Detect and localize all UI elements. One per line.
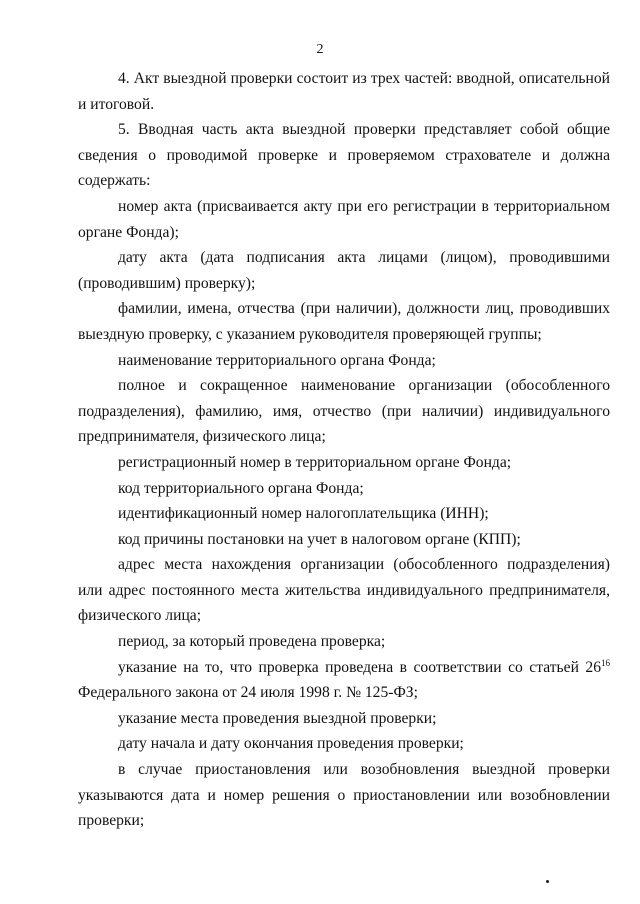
legal-basis-text: указание на то, что проверка проведена в соответствии со статьей 26 — [118, 658, 601, 676]
item-inspection-place: указание места проведения выездной проверки; — [118, 709, 437, 727]
item-suspension: в случае приостановления или возобновления выездной проверки указываются дата и номер решения о приостановлении или возобновлении проверки; — [78, 761, 610, 830]
item-fund-body-name: наименование территориального органа Фонда; — [118, 351, 436, 369]
item-act-date: дату акта (дата подписания акта лицами (лицом), проводившими (проводившим) проверку); — [78, 249, 610, 292]
item-kpp: код причины постановки на учет в налоговом органе (КПП); — [118, 530, 521, 548]
legal-basis-law: Федерального закона от 24 июля 1998 г. № 125-ФЗ; — [78, 684, 418, 702]
item-inspection-dates: дату начала и дату окончания проведения проверки; — [118, 735, 464, 753]
scan-speck — [546, 880, 549, 883]
paragraph-intro-part: 5. Вводная часть акта выездной проверки представляет собой общие сведения о проводимой проверке и проверяемом страхователе и должна содержать: — [78, 121, 610, 190]
page-number: 2 — [316, 42, 324, 57]
item-registration-number: регистрационный номер в территориальном органе Фонда; — [118, 453, 512, 471]
item-fund-body-code: код территориального органа Фонда; — [118, 479, 364, 497]
paragraph-act-parts: 4. Акт выездной проверки состоит из трех частей: вводной, описательной и итоговой. — [78, 70, 610, 113]
item-inspectors: фамилии, имена, отчества (при наличии), должности лиц, проводивших выездную проверку, с указанием руководителя проверяющей группы; — [78, 300, 610, 343]
item-inn: идентификационный номер налогоплательщика (ИНН); — [118, 505, 489, 523]
article-superscript: 16 — [601, 657, 610, 668]
item-legal-basis — [78, 655, 610, 706]
document-body — [78, 66, 610, 834]
item-organization-name: полное и сокращенное наименование организации (обособленного подразделения), фамилию, имя, отчество (при наличии) индивидуального предпринимателя, физического лица; — [78, 377, 610, 446]
item-address: адрес места нахождения организации (обособленного подразделения) или адрес постоянного места жительства индивидуального предпринимателя, физического лица; — [78, 556, 610, 625]
item-act-number: номер акта (присваивается акту при его регистрации в территориальном органе Фонда); — [78, 197, 610, 241]
item-period: период, за который проведена проверка; — [118, 633, 386, 651]
